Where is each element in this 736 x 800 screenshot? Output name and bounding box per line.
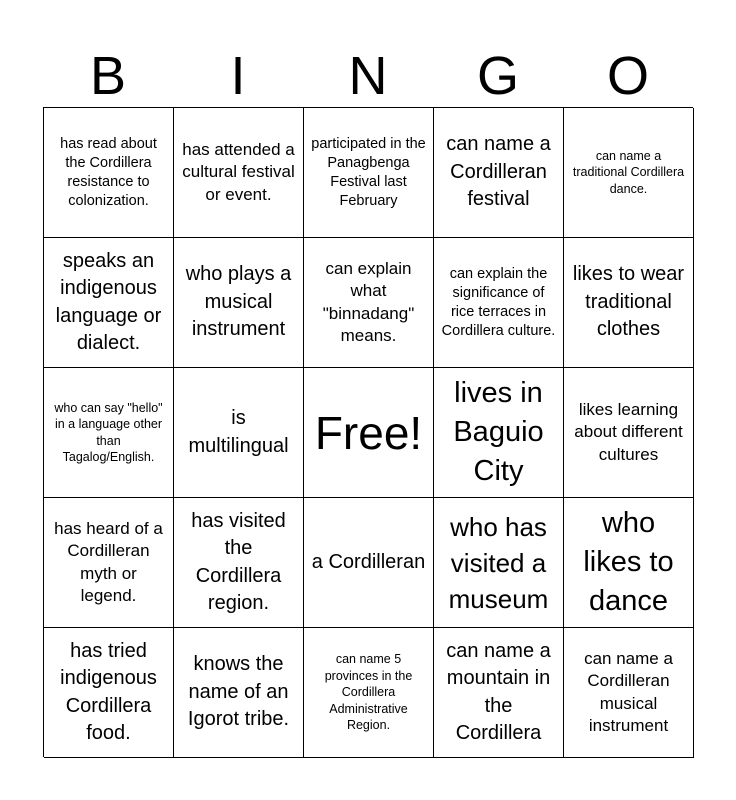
header-letter-g: G [476, 46, 519, 106]
cell-text: has heard of a Cordilleran myth or legend. [54, 518, 163, 605]
bingo-cell-r4c2[interactable] [174, 498, 304, 628]
header-letter-b: B [89, 46, 127, 106]
cell-text: can name a mountain in the Cordillera [446, 639, 551, 744]
cell-text: can name a traditional Cordillera dance. [572, 148, 685, 196]
cell-text: lives in Baguio City [453, 377, 544, 487]
cell-text: can explain the significance of rice terraces in Cordillera culture. [441, 265, 556, 339]
bingo-cell-r4c1[interactable] [44, 498, 174, 628]
bingo-cell-r3c2[interactable] [174, 368, 304, 498]
bingo-cell-r5c3[interactable] [304, 628, 434, 758]
bingo-cell-free[interactable] [304, 368, 434, 498]
bingo-cell-r5c5[interactable] [564, 628, 694, 758]
header-letter-o: O [606, 46, 649, 106]
cell-text: has read about the Cordillera resistance to colonization. [60, 135, 157, 209]
cell-text: can explain what "binnadang" means. [322, 258, 415, 345]
cell-text: a Cordilleran [311, 550, 426, 573]
bingo-cell-r2c5[interactable] [564, 238, 694, 368]
bingo-card-grid [43, 107, 693, 757]
bingo-cell-r2c3[interactable] [304, 238, 434, 368]
free-space-text: Free! [314, 406, 423, 459]
bingo-cell-r5c1[interactable] [44, 628, 174, 758]
cell-text: likes learning about different cultures [574, 399, 683, 464]
bingo-cell-r1c2[interactable] [174, 108, 304, 238]
bingo-cell-r2c4[interactable] [434, 238, 564, 368]
cell-text: can name a Cordilleran musical instrument [584, 648, 673, 735]
bingo-cell-r2c2[interactable] [174, 238, 304, 368]
bingo-cell-r3c4[interactable] [434, 368, 564, 498]
bingo-cell-r1c3[interactable] [304, 108, 434, 238]
bingo-cell-r4c5[interactable] [564, 498, 694, 628]
cell-text: who likes to dance [583, 507, 674, 617]
header-letter-n: N [348, 46, 388, 106]
cell-text: can name a Cordilleran festival [446, 133, 551, 211]
header-letter-i: I [230, 46, 246, 106]
cell-text: has tried indigenous Cordillera food. [60, 639, 157, 744]
cell-text: participated in the Panagbenga Festival last February [311, 135, 426, 209]
bingo-cell-r4c3[interactable] [304, 498, 434, 628]
cell-text: has visited the Cordillera region. [191, 509, 286, 614]
bingo-cell-r5c4[interactable] [434, 628, 564, 758]
cell-text: has attended a cultural festival or event. [182, 139, 295, 204]
bingo-cell-r5c2[interactable] [174, 628, 304, 758]
bingo-cell-r1c4[interactable] [434, 108, 564, 238]
cell-text: is multilingual [188, 407, 289, 457]
cell-text: can name 5 provinces in the Cordillera Administrative Region. [324, 652, 413, 733]
bingo-cell-r1c1[interactable] [44, 108, 174, 238]
bingo-cell-r3c1[interactable] [44, 368, 174, 498]
bingo-cell-r2c1[interactable] [44, 238, 174, 368]
cell-text: likes to wear traditional clothes [572, 263, 685, 341]
cell-text: who has visited a museum [448, 511, 549, 614]
bingo-cell-r1c5[interactable] [564, 108, 694, 238]
bingo-cell-r3c5[interactable] [564, 368, 694, 498]
cell-text: speaks an indigenous language or dialect. [55, 249, 162, 354]
bingo-header [43, 44, 693, 108]
bingo-cell-r4c4[interactable] [434, 498, 564, 628]
cell-text: who plays a musical instrument [185, 263, 292, 341]
cell-text: who can say "hello" in a language other than Tagalog/English. [54, 400, 163, 464]
cell-text: knows the name of an Igorot tribe. [187, 653, 290, 731]
